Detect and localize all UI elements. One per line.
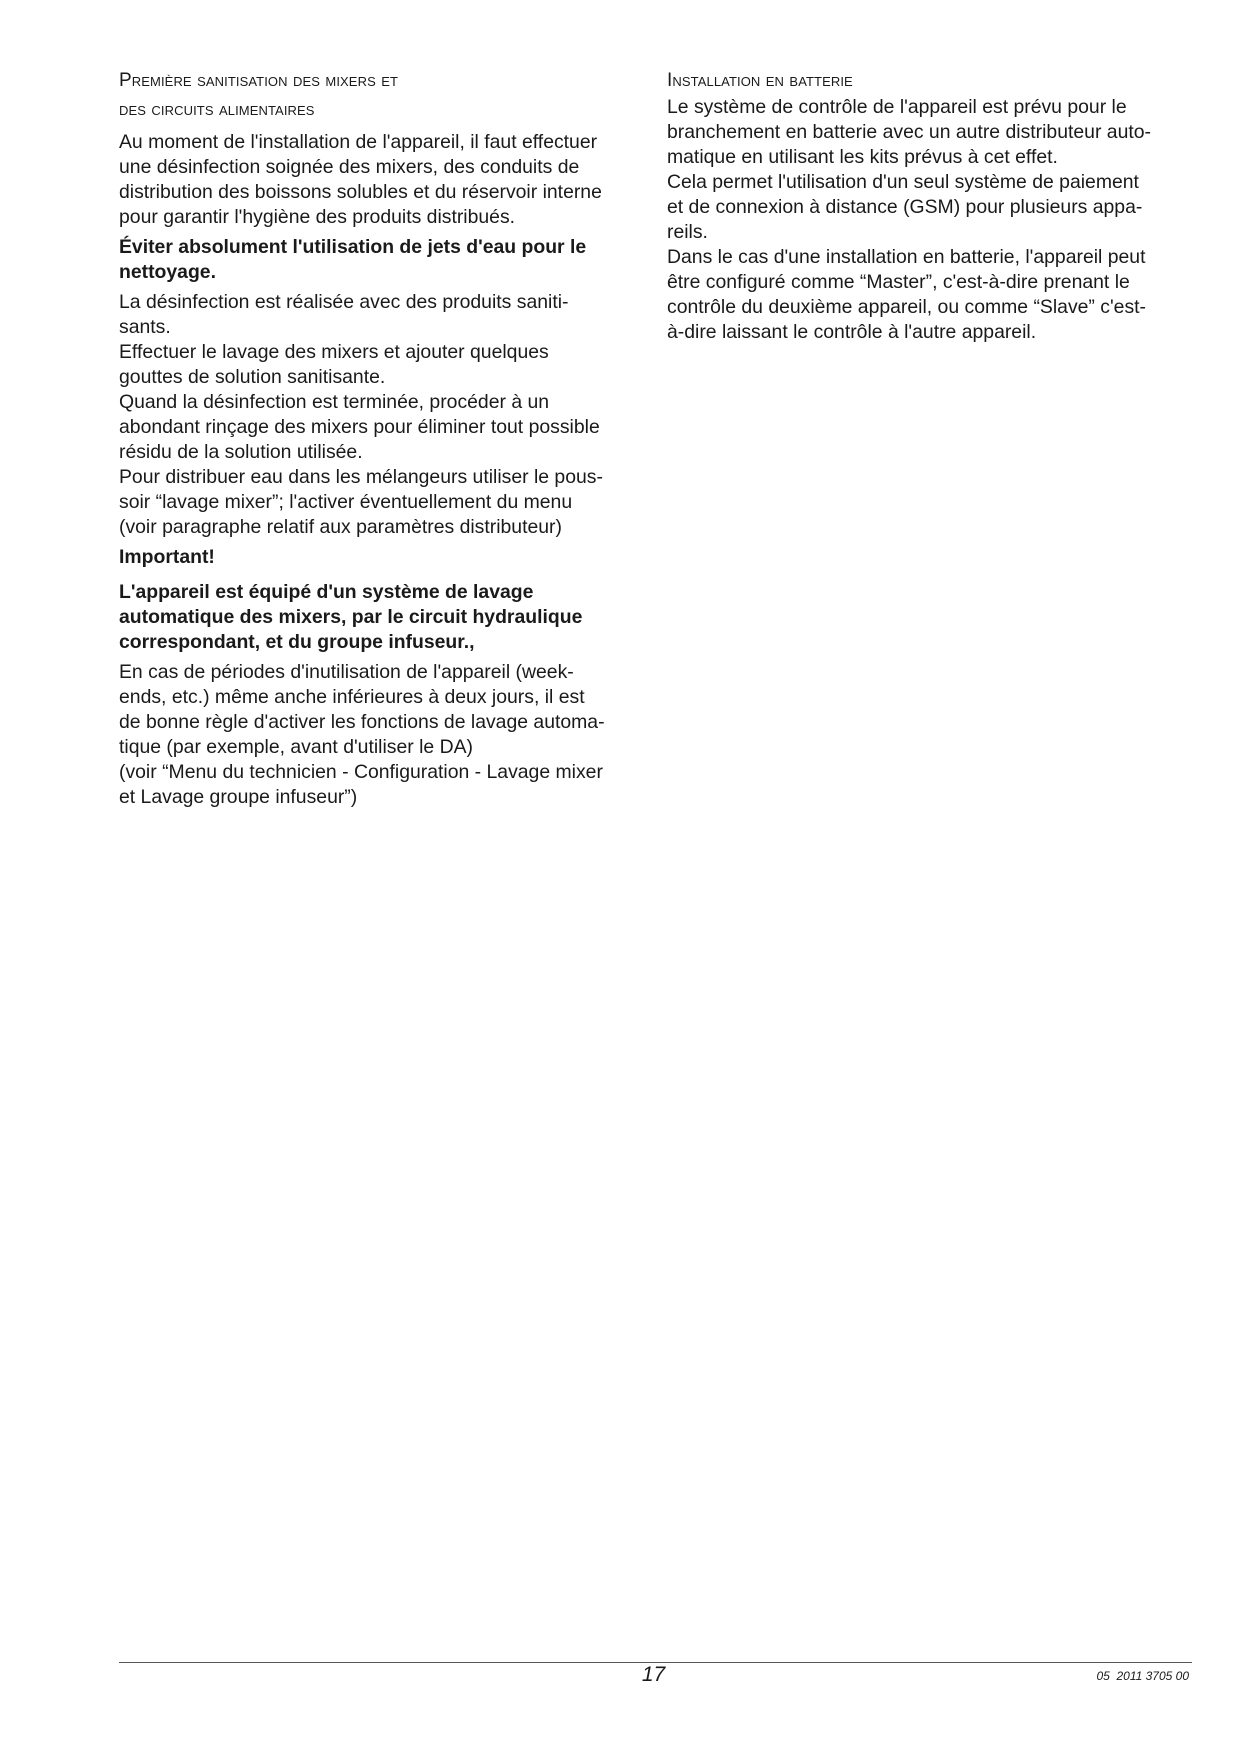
text-line: abondant rinçage des mixers pour éliminer tout possible xyxy=(119,416,600,438)
right-column xyxy=(667,66,1189,345)
text-line: à-dire laissant le contrôle à l'autre appareil. xyxy=(667,321,1037,343)
document-code: 05 2011 3705 00 xyxy=(1096,1669,1189,1683)
text-line: Au moment de l'installation de l'appareil, il faut effectuer xyxy=(119,131,598,153)
closing-paragraph xyxy=(119,660,634,810)
text-line: Le système de contrôle de l'appareil est prévu pour le xyxy=(667,96,1127,118)
text-line: (voir paragraphe relatif aux paramètres distributeur) xyxy=(119,516,562,538)
text-line: Effectuer le lavage des mixers et ajouter quelques xyxy=(119,341,549,363)
text-line: Pour distribuer eau dans les mélangeurs utiliser le pous- xyxy=(119,466,603,488)
text-line: L'appareil est équipé d'un système de lavage xyxy=(119,581,534,603)
text-line: correspondant, et du groupe infuseur., xyxy=(119,631,475,653)
text-line: ends, etc.) même anche inférieures à deux jours, il est xyxy=(119,686,585,708)
left-column xyxy=(119,66,634,810)
text-line: gouttes de solution sanitisante. xyxy=(119,366,386,388)
text-line: matique en utilisant les kits prévus à cet effet. xyxy=(667,146,1058,168)
batterie-paragraph xyxy=(667,95,1189,345)
warning-paragraph xyxy=(119,235,634,285)
important-paragraph xyxy=(119,580,634,655)
text-line: soir “lavage mixer”; l'activer éventuellement du menu xyxy=(119,491,573,513)
text-line: reils. xyxy=(667,221,708,243)
heading-line: Première sanitisation des mixers et xyxy=(119,70,399,91)
section-heading-sanitisation xyxy=(119,66,634,124)
text-line: (voir “Menu du technicien - Configuration - Lavage mixer xyxy=(119,761,603,783)
text-line: être configuré comme “Master”, c'est-à-dire prenant le xyxy=(667,271,1130,293)
text-line: distribution des boissons solubles et du réservoir interne xyxy=(119,181,602,203)
text-line: Important! xyxy=(119,546,215,568)
text-line: La désinfection est réalisée avec des produits saniti- xyxy=(119,291,569,313)
section-heading-batterie xyxy=(667,66,1189,95)
important-label xyxy=(119,545,634,570)
text-line: Dans le cas d'une installation en batterie, l'appareil peut xyxy=(667,246,1146,268)
intro-paragraph xyxy=(119,130,634,230)
text-line: contrôle du deuxième appareil, ou comme “Slave” c'est- xyxy=(667,296,1146,318)
text-line: tique (par exemple, avant d'utiliser le DA) xyxy=(119,736,473,758)
page-number: 17 xyxy=(641,1663,666,1686)
text-line: sants. xyxy=(119,316,171,338)
text-line: En cas de périodes d'inutilisation de l'appareil (week- xyxy=(119,661,574,683)
text-line: et Lavage groupe infuseur”) xyxy=(119,786,358,808)
text-line: automatique des mixers, par le circuit hydraulique xyxy=(119,606,583,628)
text-line: une désinfection soignée des mixers, des conduits de xyxy=(119,156,580,178)
text-line: résidu de la solution utilisée. xyxy=(119,441,363,463)
heading-line: Installation en batterie xyxy=(667,70,853,91)
text-line: Cela permet l'utilisation d'un seul système de paiement xyxy=(667,171,1139,193)
text-line: de bonne règle d'activer les fonctions de lavage automa- xyxy=(119,711,605,733)
text-line: nettoyage. xyxy=(119,261,216,283)
text-line: branchement en batterie avec un autre distributeur auto- xyxy=(667,121,1151,143)
text-line: et de connexion à distance (GSM) pour plusieurs appa- xyxy=(667,196,1143,218)
text-line: pour garantir l'hygiène des produits distribués. xyxy=(119,206,516,228)
procedure-paragraph xyxy=(119,290,634,540)
text-line: Quand la désinfection est terminée, procéder à un xyxy=(119,391,550,413)
text-line: Éviter absolument l'utilisation de jets d'eau pour le xyxy=(119,236,587,258)
heading-line: des circuits alimentaires xyxy=(119,99,315,120)
